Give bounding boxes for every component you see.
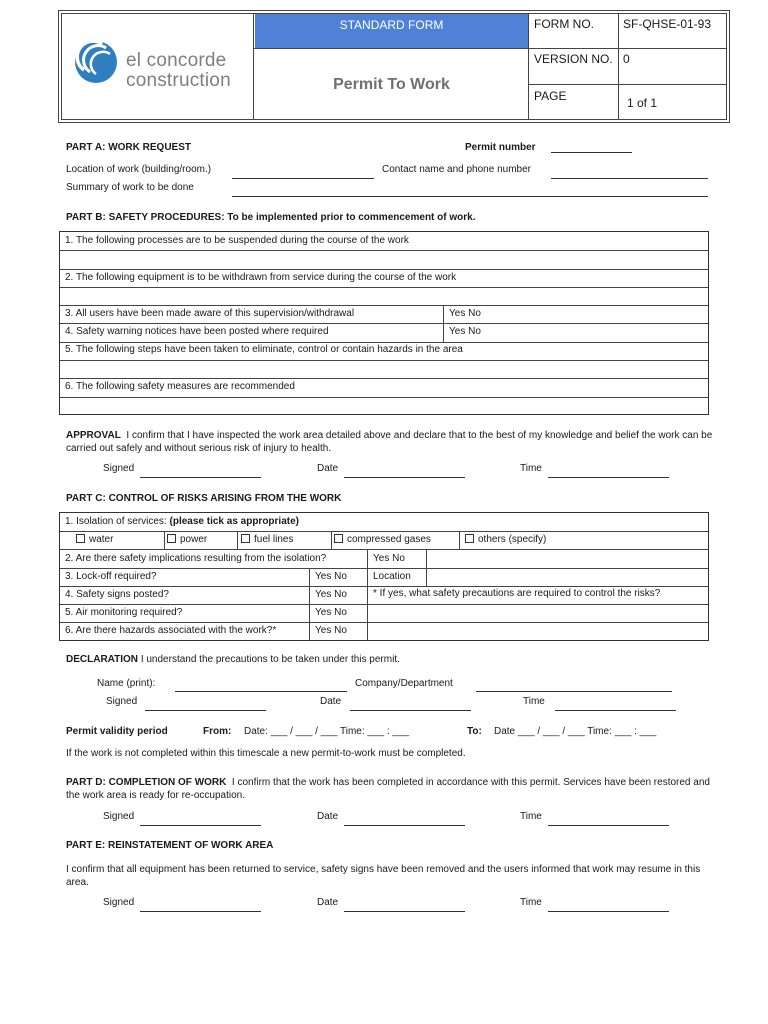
isolation-label: 1. Isolation of services: (65, 516, 167, 527)
reinstatement-time-label: Time (520, 897, 542, 908)
approval-label: APPROVAL (66, 430, 121, 441)
location-label: Location of work (building/room.) (66, 164, 212, 175)
reinstatement-signed-label: Signed (103, 897, 135, 908)
part-d-label: PART D: COMPLETION OF WORK (66, 777, 227, 788)
reinstatement-signed-field[interactable] (140, 911, 261, 912)
service-label: compressed gases (347, 534, 431, 545)
declaration-line (66, 654, 400, 665)
form-no-label: FORM NO. (534, 17, 594, 31)
reinstatement-time-field[interactable] (548, 911, 669, 912)
row-divider (60, 360, 708, 361)
col-divider (426, 568, 427, 586)
company-logo (72, 32, 252, 92)
checkbox-icon[interactable] (241, 534, 250, 543)
approval-text: I confirm that I have inspected the work area detailed above and declare that to the best of my knowledge and belief the work can be carried out safely and without serious risk of injury to health. (66, 430, 713, 454)
safety-procedures-table (59, 231, 709, 415)
completion-time-label: Time (520, 811, 542, 822)
procedure-row-3-yes-no[interactable]: Yes No (449, 308, 481, 319)
completion-date-label: Date (317, 811, 339, 822)
service-label: power (180, 534, 208, 545)
precautions-note: * If yes, what safety precautions are required to control the risks? (373, 588, 661, 599)
procedure-row-6: 6. The following safety measures are recommended (65, 381, 295, 392)
row-divider (60, 305, 708, 306)
header-divider (253, 14, 254, 119)
col-divider (331, 531, 332, 549)
validity-from-fields[interactable]: Date: ___ / ___ / ___ Time: ___ : ___ (244, 726, 410, 737)
reinstatement-date-label: Date (317, 897, 339, 908)
logo-name-line1: el concorde (126, 50, 227, 71)
approval-time-field[interactable] (548, 477, 669, 478)
reinstatement-date-field[interactable] (344, 911, 465, 912)
permit-number-label: Permit number (465, 142, 536, 153)
risk-question-6: 6. Are there hazards associated with the work?* (65, 625, 277, 636)
row-divider (60, 586, 708, 587)
risk-control-table (59, 512, 709, 641)
part-e-text: I confirm that all equipment has been returned to service, safety signs have been removed and the users informed that work may resume in this area. (66, 864, 701, 888)
form-title: Permit To Work (333, 76, 450, 93)
location-field[interactable] (232, 178, 374, 179)
declaration-time-field[interactable] (555, 710, 676, 711)
declaration-label: DECLARATION (66, 654, 139, 665)
validity-to-label: To: (467, 726, 482, 737)
page-label: PAGE (534, 89, 567, 103)
approval-signed-label: Signed (103, 463, 135, 474)
completion-date-field[interactable] (344, 825, 465, 826)
header-divider (528, 14, 529, 119)
col-divider (237, 531, 238, 549)
approval-date-label: Date (317, 463, 339, 474)
col-divider (164, 531, 165, 549)
row-divider (60, 397, 708, 398)
row-divider (60, 622, 708, 623)
validity-label: Permit validity period (66, 726, 168, 737)
row-divider (60, 378, 708, 379)
risk-question-2: 2. Are there safety implications resulting from the isolation? (65, 553, 327, 564)
form-header (58, 10, 730, 123)
logo-name-line2: construction (126, 70, 231, 91)
row-divider (60, 269, 708, 270)
approval-signed-field[interactable] (140, 477, 261, 478)
procedure-row-3: 3. All users have been made aware of this supervision/withdrawal (65, 308, 355, 319)
approval-date-field[interactable] (344, 477, 465, 478)
row-divider (60, 342, 708, 343)
declaration-time-label: Time (523, 696, 545, 707)
company-department-field[interactable] (476, 691, 672, 692)
service-water[interactable] (76, 534, 113, 545)
name-print-label: Name (print): (97, 678, 156, 689)
validity-from-label: From: (203, 726, 232, 737)
part-d-paragraph (66, 776, 716, 802)
row-divider (60, 287, 708, 288)
col-divider (367, 549, 368, 568)
company-department-label: Company/Department (355, 678, 453, 689)
checkbox-icon[interactable] (465, 534, 474, 543)
checkbox-icon[interactable] (334, 534, 343, 543)
header-divider (528, 48, 726, 49)
header-divider (618, 14, 619, 119)
col-divider (443, 305, 444, 342)
service-others[interactable] (465, 534, 546, 545)
declaration-date-field[interactable] (350, 710, 471, 711)
version-label: VERSION NO. (534, 52, 613, 66)
procedure-row-5: 5. The following steps have been taken to eliminate, control or contain hazards in the area (65, 344, 463, 355)
part-b-heading: PART B: SAFETY PROCEDURES: To be implemented prior to commencement of work. (66, 212, 476, 223)
row-divider (60, 549, 708, 550)
form-no-value: SF-QHSE-01-93 (623, 17, 712, 31)
risk-question-5-yes-no[interactable]: Yes No (315, 607, 347, 618)
procedure-row-4-yes-no[interactable]: Yes No (449, 326, 481, 337)
name-print-field[interactable] (175, 691, 347, 692)
page-value: 1 of 1 (627, 96, 658, 110)
col-divider (426, 549, 427, 568)
lock-off-location-label: Location (373, 571, 411, 582)
completion-signed-label: Signed (103, 811, 135, 822)
procedure-row-4: 4. Safety warning notices have been posted where required (65, 326, 329, 337)
col-divider (367, 568, 368, 640)
isolation-note: (please tick as appropriate) (169, 516, 299, 527)
risk-question-4: 4. Safety signs posted? (65, 589, 169, 600)
completion-time-field[interactable] (548, 825, 669, 826)
risk-question-3-yes-no[interactable]: Yes No (315, 571, 347, 582)
form-header-frame (61, 13, 727, 120)
service-label: others (specify) (478, 534, 547, 545)
risk-question-6-yes-no[interactable]: Yes No (315, 625, 347, 636)
risk-question-3: 3. Lock-off required? (65, 571, 157, 582)
col-divider (459, 531, 460, 549)
risk-question-2-yes-no[interactable]: Yes No (373, 553, 405, 564)
part-a-heading: PART A: WORK REQUEST (66, 142, 191, 153)
service-fuel-lines[interactable] (241, 534, 293, 545)
part-d-text: I confirm that the work has been completed in accordance with this permit. Services have been restored and the work area is ready for re-occupation. (66, 777, 710, 801)
procedure-row-2: 2. The following equipment is to be withdrawn from service during the course of the work (65, 272, 457, 283)
part-e-heading: PART E: REINSTATEMENT OF WORK AREA (66, 840, 274, 851)
declaration-date-label: Date (320, 696, 342, 707)
row-divider (60, 604, 708, 605)
risk-question-4-yes-no[interactable]: Yes No (315, 589, 347, 600)
risk-question-5: 5. Air monitoring required? (65, 607, 183, 618)
validity-note: If the work is not completed within this timescale a new permit-to-work must be completed. (66, 748, 466, 759)
service-power[interactable] (167, 534, 207, 545)
header-divider (528, 84, 726, 85)
declaration-text: I understand the precautions to be taken under this permit. (140, 654, 400, 665)
standard-form-band: STANDARD FORM (255, 14, 528, 48)
checkbox-icon[interactable] (167, 534, 176, 543)
logo-swirl-icon (72, 36, 122, 86)
service-label: water (89, 534, 114, 545)
approval-time-label: Time (520, 463, 542, 474)
row-divider (60, 323, 708, 324)
procedure-row-1: 1. The following processes are to be suspended during the course of the work (65, 235, 409, 246)
col-divider (309, 568, 310, 640)
contact-label: Contact name and phone number (382, 164, 531, 175)
part-c-heading: PART C: CONTROL OF RISKS ARISING FROM THE WORK (66, 493, 342, 504)
permit-number-field[interactable] (551, 152, 632, 153)
isolation-row (65, 516, 299, 527)
declaration-signed-field[interactable] (145, 710, 266, 711)
checkbox-icon[interactable] (76, 534, 85, 543)
summary-field[interactable] (232, 196, 708, 197)
declaration-signed-label: Signed (106, 696, 138, 707)
completion-signed-field[interactable] (140, 825, 261, 826)
version-value: 0 (623, 52, 630, 66)
row-divider (60, 531, 708, 532)
approval-paragraph (66, 429, 716, 455)
row-divider (60, 568, 708, 569)
validity-to-fields[interactable]: Date ___ / ___ / ___ Time: ___ : ___ (494, 726, 657, 737)
row-divider (60, 250, 708, 251)
summary-label: Summary of work to be done (66, 182, 194, 193)
contact-field[interactable] (551, 178, 708, 179)
service-compressed-gases[interactable] (334, 534, 431, 545)
service-label: fuel lines (254, 534, 294, 545)
